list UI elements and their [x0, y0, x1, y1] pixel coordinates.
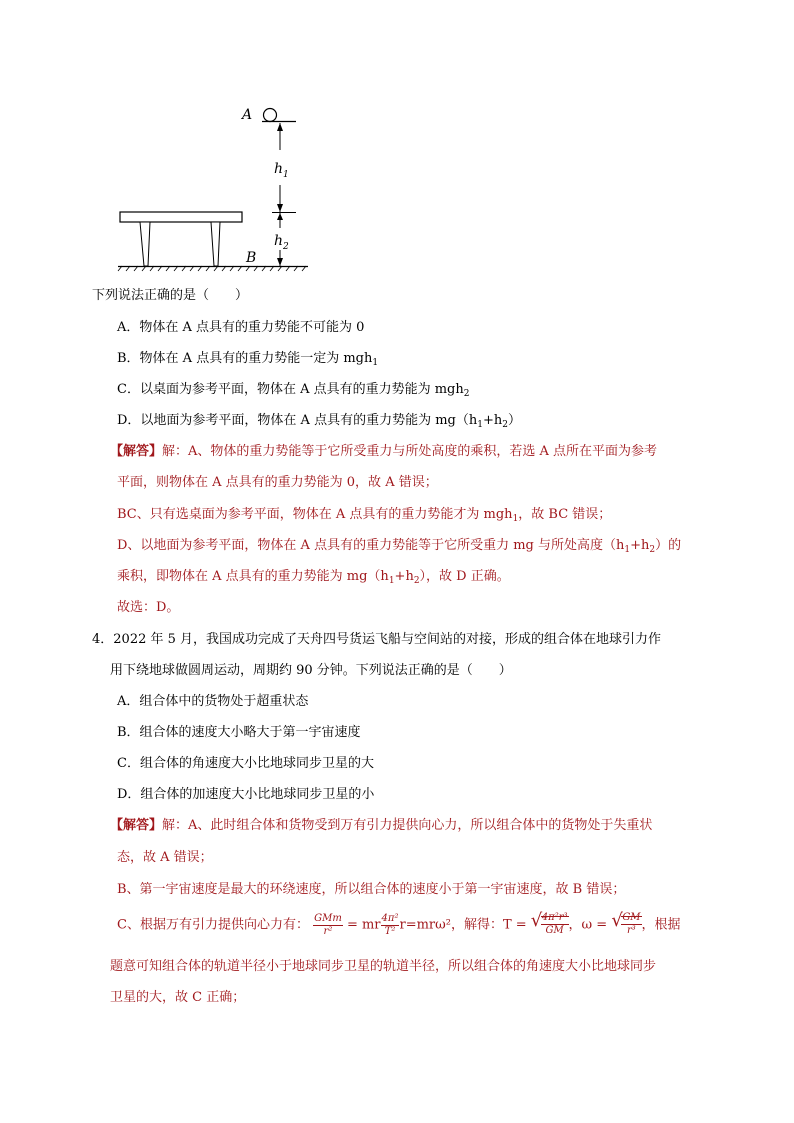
label-h2: $h_2$	[274, 233, 289, 252]
q3-answer-line-4: D、以地面为参考平面，物体在 A 点具有的重力势能等于它所受重力 mg 与所处高度$(h_1+h_2)$的	[117, 538, 682, 555]
h2-arrowhead-up	[277, 213, 283, 220]
q4-answer-line-1: 【解答】解：A、此时组合体和货物受到万有引力提供向心力，所以组合体中的货物处于失重状	[110, 818, 653, 833]
q4-option-c: C．组合体的角速度大小比地球同步卫星的大	[117, 756, 374, 771]
table-leg-right	[211, 222, 220, 266]
q3-answer-choice: 故选：D。	[117, 600, 180, 615]
q3-answer-line-2: 平面，则物体在 A 点具有的重力势能为 0，故 A 错误；	[117, 475, 438, 490]
fraction-gmm-r2: $\frac{\text{GMm}}{\text{r²}}$	[314, 912, 342, 937]
q3-option-d: D．以地面为参考平面，物体在 A 点具有的重力势能为 $mg(h_1+h_2)$	[117, 413, 521, 430]
q4-answer-line-6: 卫星的大，故 C 正确；	[110, 990, 246, 1005]
label-h1: $h_1$	[274, 161, 289, 180]
q4-answer-line-3: B、第一宇宙速度是最大的环绕速度，所以组合体的速度小于第一宇宙速度，故 B 错误；	[117, 882, 626, 897]
answer-tag: 【解答】	[110, 444, 163, 459]
q4-answer-line-5: 题意可知组合体的轨道半径小于地球同步卫星的轨道半径，所以组合体的角速度大小比地球同步	[110, 959, 657, 974]
sqrt-omega: √ $\frac{GM}{\text{r³}}$	[611, 910, 641, 936]
q4-option-a: A．组合体中的货物处于超重状态	[117, 694, 309, 709]
physics-figure	[110, 100, 430, 280]
sqrt-period: √ $\frac{\text{4π²r³}}{GM}$	[530, 910, 568, 936]
q3-answer-line-1: 【解答】解：A、物体的重力势能等于它所受重力与所处高度的乘积，若选 A 点所在平面为参考	[110, 444, 658, 459]
label-a: A	[242, 107, 253, 123]
q3-answer-line-5: 乘积，即物体在 A 点具有的重力势能为 $mg(h_1+h_2)$，故 D 正确。	[117, 569, 510, 586]
answer-tag: 【解答】	[110, 818, 163, 833]
h1-arrowhead-up	[277, 123, 283, 131]
q4-answer-line-4: C、根据万有引力提供向心力有： $\frac{\text{GMm}}{\text{r²}}$ = mr $\frac{\text{4π²}}{\text{T²}}$ r=mrω²，解得：T = √ $\frac{\text{4π²r³}}{GM}$ ，ω = √ $\frac{GM}{\text{r³}}$ ，根据	[117, 908, 681, 943]
label-b: B	[246, 250, 257, 266]
q4-stem-line-2: 用下绕地球做圆周运动，周期约 90 分钟。下列说法正确的是（ ）	[110, 663, 512, 678]
q4-stem-line-1: 4．2022 年 5 月，我国成功完成了天舟四号货运飞船与空间站的对接，形成的组合体在地球引力作	[92, 632, 662, 647]
q3-option-c: C．以桌面为参考平面，物体在 A 点具有的重力势能为 mgh$_2$	[117, 382, 470, 399]
h2-arrowhead-down	[277, 258, 283, 266]
q3-option-b: B．物体在 A 点具有的重力势能一定为 mgh$_1$	[117, 351, 379, 368]
table-top	[120, 212, 242, 222]
q3-answer-line-3: BC、只有选桌面为参考平面，物体在 A 点具有的重力势能才为 mgh$_1$，故 BC 错误；	[117, 507, 612, 524]
h1-arrowhead-down	[277, 204, 283, 212]
table-leg-left	[140, 222, 150, 266]
q3-stem: 下列说法正确的是（ ）	[92, 288, 249, 303]
q3-option-a: A．物体在 A 点具有的重力势能不可能为 0	[117, 320, 365, 335]
q4-option-b: B．组合体的速度大小略大于第一宇宙速度	[117, 725, 361, 740]
ball	[264, 109, 277, 122]
q4-option-d: D．组合体的加速度大小比地球同步卫星的小	[117, 787, 375, 802]
fraction-4pi2-t2: $\frac{\text{4π²}}{\text{T²}}$	[381, 912, 399, 937]
q4-answer-line-2: 态，故 A 错误；	[117, 850, 213, 865]
